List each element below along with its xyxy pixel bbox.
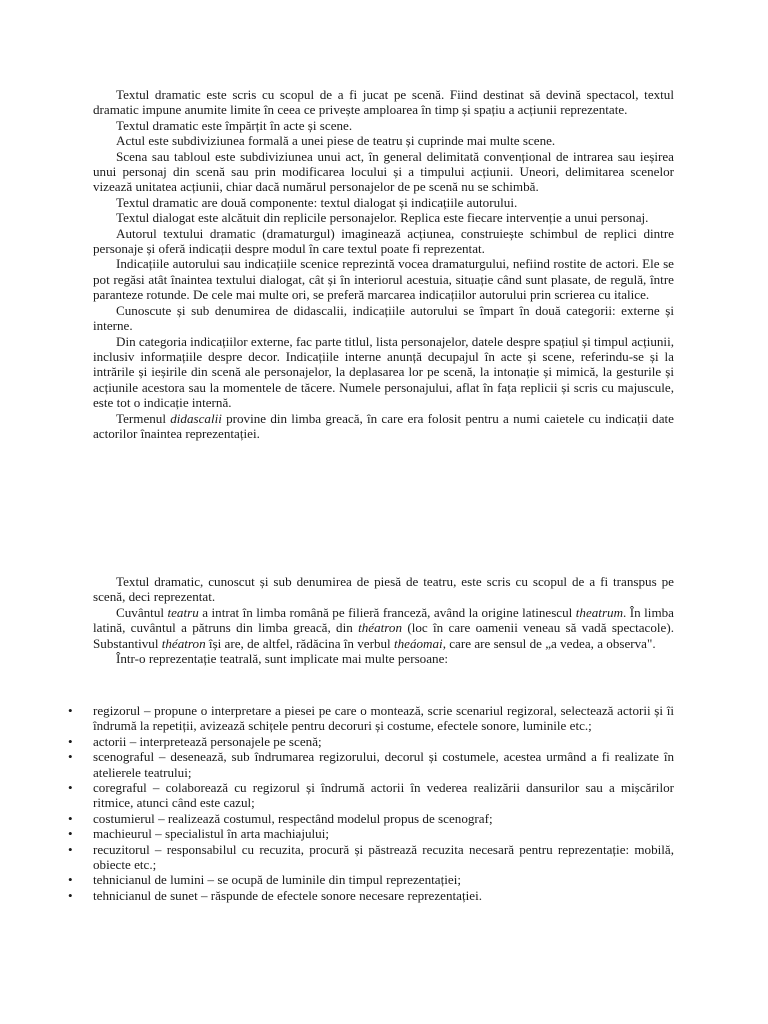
list-item: • coregraful – colaborează cu regizorul și îndrumă actorii în vederea realizării dansurilor sau a mișcărilor ritmice, atunci când este cazul; [0,780,674,811]
list-item: • actorii – interpretează personajele pe scenă; [0,734,674,749]
list-item: • regizorul – propune o interpretare a piesei pe care o montează, scrie scenariul regizoral, selectează actorii și îi îndrumă la repetiții, avizează schițele pentru decoruri și costume, efectele sonore, luminile etc.; [0,703,674,734]
text-run: provine din limba greacă, în care era folosit pentru a numi caietele cu indicații date actorilor înaintea reprezentației. [93,410,674,441]
paragraph: Textul dialogat este alcătuit din replicile personajelor. Replica este fiecare intervenție a unui personaj. [116,210,649,226]
text-run: , care are sensul de „a vedea, a observa". [442,635,656,651]
paragraph-etymology [93,605,674,651]
paragraph: Scena sau tabloul este subdiviziunea unui act, în general delimitată convențional de intrarea sau ieșirea unui personaj din scenă sau prin modificarea locului și a timpului acțiunii. Uneori, delimitarea scenelor vizează unitatea acțiunii, chiar dacă numărul personajelor de pe scenă nu se schimbă. [93,148,674,195]
section-dramatic-text-structure [93,87,674,441]
section-theatre-definition [93,574,674,666]
italic-term: theatrum [575,604,624,620]
paragraph: Cunoscute și sub denumirea de didascalii, indicațiile autorului se împart în două categorii: externe și interne. [93,302,674,334]
text-run: a intrat în limba română pe filieră franceză, având la origine latinescul [198,604,576,620]
paragraph: Textul dramatic are două componente: textul dialogat și indicațiile autorului. [116,194,518,210]
paragraph: Textul dramatic, cunoscut și sub denumirea de piesă de teatru, este scris cu scopul de a fi transpus pe scenă, deci reprezentat. [93,574,674,605]
list-item: • costumierul – realizează costumul, respectând modelul propus de scenograf; [0,811,674,826]
italic-term: théatron [358,620,403,636]
paragraph: Textul dramatic este scris cu scopul de a fi jucat pe scenă. Fiind destinat să devină spectacol, textul dramatic impune anumite limite în ceea ce privește amploarea în timp și spațiu a acțiunii reprezentate. [93,87,674,118]
paragraph: Autorul textului dramatic (dramaturgul) imaginează acțiunea, construiește schimbul de replici dintre personaje și oferă indicații despre modul în care textul poate fi reprezentat. [93,225,674,257]
text-run: . În limba latină, cuvântul a pătruns din limba greacă, din [93,604,674,636]
italic-term: theáomai [393,635,443,651]
text-run: își are, de altfel, rădăcina în verbul [205,635,394,651]
italic-term: théatron [161,635,206,651]
text-run: Termenul [116,410,171,426]
italic-term: didascalii [170,410,222,426]
paragraph: Indicațiile autorului sau indicațiile scenice reprezintă vocea dramaturgului, nefiind rostite de actori. Ele se pot regăsi atât înaintea textului dialogat, cât și în interiorul acestuia, situație când sunt plasate, de regulă, între paranteze rotunde. De cele mai multe ori, se preferă marcarea indicațiilor autorului prin scrierea cu italice. [93,256,674,303]
paragraph-didascalii [93,411,674,442]
italic-term: teatru [167,604,199,620]
roles-bullet-list [0,703,674,903]
paragraph: Într-o reprezentație teatrală, sunt implicate mai multe persoane: [116,651,449,667]
paragraph: Actul este subdiviziunea formală a unei piese de teatru și cuprinde mai multe scene. [116,133,556,149]
paragraph: Din categoria indicațiilor externe, fac parte titlul, lista personajelor, datele despre spațiul și timpul acțiunii, inclusiv informațiile despre decor. Indicațiile interne anunță decupajul în acte și scene, referindu-se și la intrările și ieșirile din scenă ale personajelor, la deplasarea lor pe scenă, la intonație și mimică, la gesturile și acțiunile acestora sau la momentele de tăcere. Numele personajului, aflat în fața replicii și scris cu majuscule, este tot o indicație internă. [93,333,674,411]
list-item: • tehnicianul de sunet – răspunde de efectele sonore necesare reprezentației. [0,888,674,903]
list-item: • recuzitorul – responsabilul cu recuzita, procură și păstrează recuzita necesară pentru reprezentație: mobilă, obiecte etc.; [0,842,674,873]
list-item: • tehnicianul de lumini – se ocupă de luminile din timpul reprezentației; [0,872,674,887]
paragraph: Textul dramatic este împărțit în acte și scene. [116,117,353,133]
text-run: (loc în care oamenii veneau să vadă spectacole). Substantivul [93,620,674,651]
list-item: • scenograful – desenează, sub îndrumarea regizorului, decorul și costumele, acestea urmând a fi realizate în atelierele teatrului; [0,749,674,780]
text-run: Cuvântul [116,604,168,620]
list-item: • machieurul – specialistul în arta machiajului; [0,826,674,841]
